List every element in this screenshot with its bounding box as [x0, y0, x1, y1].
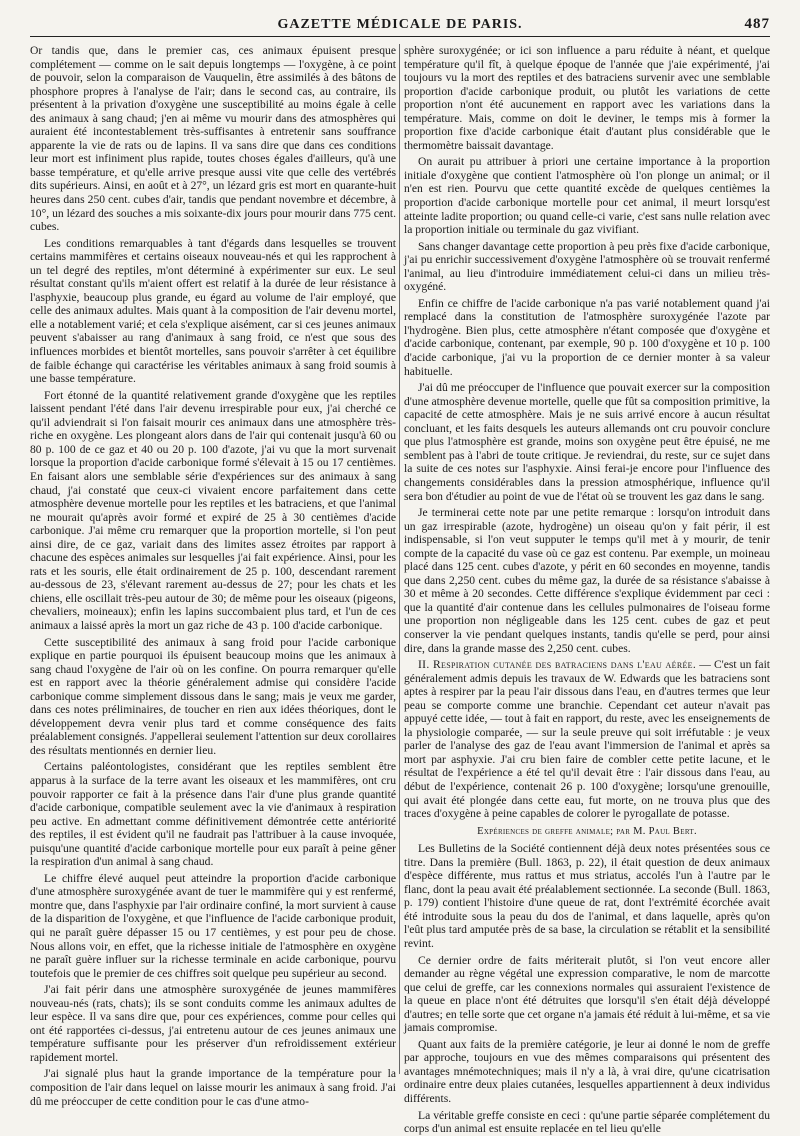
section-heading: II. Respiration cutanée des batraciens dans l'eau aérée. [418, 658, 697, 672]
paragraph: Ce dernier ordre de faits mériterait plutôt, si l'on veut encore aller demander au règne végétal une expression comparative, le nom de marcotte que celui de greffe, car les connexions normales qui assuraient l'existence de la queue en place n'ont été détruites que lorsqu'il s'en était déjà développé d'autres; en telle sorte que cet organe n'a jamais été réduit à lui-même, et sa vie jamais compromise. [404, 953, 770, 1035]
page-number: 487 [744, 16, 770, 32]
paragraph: Or tandis que, dans le premier cas, ces animaux épuisent presque complétement — comme on le sait depuis longtemps — l'oxygène, à ce point de pouvoir, selon la comparaison de Vauquelin, être assimilés à des bâtons de phosphore propres à l'analyse de l'air; dans le second cas, au contraire, ils présentent à la privation d'oxygène une susceptibilité au moins égale à celle des animaux à sang chaud; j'en ai même vu mourir dans des atmosphères qui auraient été incontestablement très-suffisantes à entretenir sans souffrance apparente la vie de rats ou de lapins. Il va sans dire que dans ces conditions leur mort est infiniment plus rapide, toutes choses égales d'ailleurs, qu'à une basse température, et qu'elle arrive presque aussi vite que celle des vertébrés dits supérieurs. Ainsi, en août et à 27°, un lézard gris est mort en quarante-huit heures dans 250 cent. cubes d'air, tandis que pendant novembre et décembre, à 10°, un lézard des souches a mis soixante-dix jours pour mourir dans 775 cent. cubes. [30, 44, 396, 234]
right-column [404, 44, 771, 1136]
section-text: — C'est un fait généralement admis depuis les travaux de W. Edwards que les batraciens sont aptes à respirer par la peau l'air dissous dans l'eau, en d'autres termes que leur peau se comporte comme une branchie. Cependant cet auteur n'avait pas appuyé cette idée, — tout à fait en rapport, du reste, avec les enseignements de la physiologie comparée, — sur la seule preuve qui soit irréfutable : je veux parler de l'analyse des gaz de l'eau avant l'immersion de l'animal et après sa mort par asphyxie. J'ai cru bien faire de combler cette petite lacune, et le résultat de l'expérience a été tel qu'il devait être : l'air dissous dans l'eau, au début de l'expérience, contenait 26 p. 100 d'oxygène; lorsqu'une grenouille, qui avait été plongée dans cette eau, fut morte, on ne trouva plus que des traces d'oxygène à peine capables de colorer le pyrogallate de potasse. [404, 658, 771, 821]
paragraph: J'ai fait périr dans une atmosphère suroxygénée de jeunes mammifères nouveau-nés (rats, chats); ils se sont conduits comme les animaux adultes de leur espèce. Il va sans dire que, pour ces expériences, comme pour celles qui ont été rapportées ci-dessus, j'ai entretenu autour de ces jeunes animaux une température suffisante pour les préserver d'un refroidissement extérieur rapidement mortel. [30, 983, 396, 1064]
paragraph: La véritable greffe consiste en ceci : qu'une partie séparée complétement du corps d'un animal est ensuite replacée en tel lieu qu'elle [404, 1108, 770, 1136]
column-divider [399, 44, 400, 1074]
paragraph: Je terminerai cette note par une petite remarque : lorsqu'on introduit dans un gaz irrespirable (azote, hydrogène) un oiseau qu'on y fait périr, il est indispensable, si l'on veut supputer le temps qu'il met à y mourir, de tenir compte de la capacité du vase où ce gaz est contenu. Par exemple, un moineau placé dans 125 cent. cubes d'azote, y périt en 60 secondes en moyenne, tandis que dans 2,250 cent. cubes du même gaz, la durée de sa résistance s'abaisse à 30 et même à 20 secondes. Cette différence s'explique évidemment par ceci : que la quantité d'air contenue dans les cellules pulmonaires de l'oiseau forme une proportion non négligeable dans les 125 cent. cubes de gaz et peut conserver la vie pendant quelques instants, tandis qu'elle se perd, pour ainsi dire, dans la grande masse des 2,250 cent. cubes. [404, 506, 770, 655]
paragraph: Quant aux faits de la première catégorie, je leur ai donné le nom de greffe par approche, toujours en vue des mêmes comparaisons qui présentent des avantages mnémotechniques; mais il n'y a là, à vrai dire, qu'une cicatrisation ordinaire entre deux plaies cutanées, lesquelles appartiennent à deux individus différents. [404, 1037, 770, 1106]
paragraph: Les conditions remarquables à tant d'égards dans lesquelles se trouvent certains mammifères et certains oiseaux nouveau-nés et qui les rapprochent à un tel degré des reptiles, m'ont déterminé à expérimenter sur eux. Le seul résultat constant qu'ils m'aient offert est relatif à la durée de leur résistance à l'asphyxie, beaucoup plus grande, eu égard au volume de l'air employé, que celle des animaux adultes. Mais quant à la composition de l'air devenu mortel, elle a notablement varié; et cela s'explique aisément, car si ces jeunes animaux peuvent s'abaisser au rang d'animaux à sang froid, ce n'est que sous des influences morbides et bientôt mortelles, sans pouvoir s'arrêter à cet équilibre de faible échange qui caractérise les véritables animaux à sang froid soumis à une basse température. [30, 236, 396, 386]
paragraph: Enfin ce chiffre de l'acide carbonique n'a pas varié notablement quand j'ai remplacé dans la constitution de l'atmosphère suroxygénée l'azote par l'hydrogène. Bien plus, cette atmosphère n'étant composée que d'oxygène et d'acide carbonique, contenant, par exemple, 90 p. 100 d'oxygène et 10 p. 100 d'acide carbonique, j'ai vu la proportion de ce dernier monter à sa valeur habituelle. [404, 296, 770, 378]
paragraph: On aurait pu attribuer à priori une certaine importance à la proportion initiale d'oxygène que contient l'atmosphère où l'on plonge un animal; or il n'en est rien. Pourvu que cette quantité excède de quelques centièmes la proportion d'acide carbonique mortelle pour cet animal, il meurt lorsqu'est atteinte ladite proportion; ou quand celle-ci varie, c'est sans nulle relation avec la proportion initiale ou terminale du gaz vivifiant. [404, 155, 770, 237]
section-paragraph [404, 658, 770, 821]
paragraph: Le chiffre élevé auquel peut atteindre la proportion d'acide carbonique d'une atmosphère suroxygénée avant de tuer le mammifère qui y est renfermé, montre que, dans l'asphyxie par l'air ordinaire confiné, la mort survient à cause de la disparition de l'oxygène, et que l'influence de l'acide carbonique produit, qui ne paraît guère dépasser 15 ou 17 centièmes, y est pour peu de chose. Nous allons voir, en effet, que la richesse initiale de l'atmosphère en oxygène ne paraît guère influer sur la richesse terminale en acide carbonique, pourvu toutefois que le premier de ces chiffres soit quelque peu supérieur au second. [30, 871, 396, 980]
paragraph: Fort étonné de la quantité relativement grande d'oxygène que les reptiles laissent pendant l'été dans l'air devenu irrespirable pour eux, j'ai cherché ce qu'il adviendrait si l'on faisait mourir ces animaux dans une atmosphère très-riche en oxygène. Les plongeant alors dans de l'air qui contenait jusqu'à 60 ou 80 p. 100 de ce gaz et 40 ou 20 p. 100 d'azote, j'ai vu que la mort survenait lorsque la proportion d'acide carbonique formé s'élevait à 15 ou 17 centièmes. En faisant alors une semblable série d'expériences sur des animaux à sang chaud, j'ai constaté que ceux-ci vivaient encore parfaitement dans cette atmosphère devenue mortelle pour les reptiles et les batraciens, et que l'animal ne mourait qu'après avoir formé et expiré de 25 à 30 centièmes d'acide carbonique. J'ai même cru remarquer que la proportion mortelle, si l'on peut ainsi dire, de ce gaz, variait dans des limites assez étroites par rapport à chacune des espèces animales sur lesquelles j'ai fait expérience. Ainsi, pour les rats et les souris, elle était ordinairement de 25 p. 100, descendant rarement au-dessous de 23, s'élevant rarement au-dessus de 27; pour les chats et les chiens, elle oscillait très-peu autour de 30; de même pour les oiseaux (pigeons, chevaliers, moineaux); enfin les lapins succombaient plus tard, et l'un de ces animaux a laissé après la mort un gaz riche de 43 p. 100 d'acide carbonique. [30, 388, 396, 632]
paragraph: Cette susceptibilité des animaux à sang froid pour l'acide carbonique explique en partie pourquoi ils épuisent beaucoup moins que les animaux à sang chaud l'oxygène de l'air où on les confine. On pourra remarquer qu'elle est en rapport avec la théorie généralement admise qui considère l'acide carbonique comme simplement dissous dans le sang; mais je veux me garder, dans ces notes préliminaires, de toucher en rien aux idées théoriques, dont le développement devra venir plus tard et comme conséquence des faits préalablement consignés. J'appellerai seulement l'attention sur deux corollaires des résultats mentionnés en dernier lieu. [30, 635, 396, 757]
article-heading: Expériences de greffe animale; par M. Paul Bert. [477, 825, 697, 837]
running-header [30, 14, 770, 37]
paragraph: J'ai dû me préoccuper de l'influence que pouvait exercer sur la composition d'une atmosphère devenue mortelle, quelle que fût sa composition primitive, la capacité de cette atmosphère. Mais je ne suis arrivé encore à aucun résultat concluant, et les faits desquels les auteurs allemands ont cru pouvoir conclure que plus l'atmosphère est grande, moins son oxygène peut être épuisé, ne me semblent pas à l'abri de toute critique. Je reviendrai, du reste, sur ce sujet dans la suite de ces notes sur l'asphyxie. Ainsi ferai-je encore pour l'influence des changements considérables dans la pression atmosphérique, influence qu'il sera bon d'étudier au point de vue de l'état où se trouvent les gaz dans le sang. [404, 381, 770, 503]
paragraph: sphère suroxygénée; or ici son influence a paru réduite à néant, et quelque température qu'il fît, à quelque époque de l'année que j'aie expérimenté, j'ai toujours vu la mort des reptiles et des batraciens survenir avec une semblable proportion d'acide carbonique produit, ou plutôt les variations de cette proportion n'ont été aucunement en rapport avec les variations dans la température. Mais, comme on doit le deviner, le temps mis à former la proportion fixe d'acide carbonique était d'autant plus considérable que le thermomètre baissait davantage. [404, 44, 770, 152]
journal-title: GAZETTE MÉDICALE DE PARIS. [277, 17, 523, 32]
left-column [30, 44, 396, 1108]
paragraph: Les Bulletins de la Société contiennent déjà deux notes présentées sous ce titre. Dans la première (Bull. 1863, p. 22), il était question de deux animaux d'espèce différente, mus rattus et mus striatus, accolés l'un à l'autre par le flanc, dont la peau avait été préalablement sectionnée. La seconde (Bull. 1863, p. 179) contient l'histoire d'une queue de rat, dont l'extrémité écorchée avait été introduite sous la peau du dos de l'animal, et dans laquelle, après qu'on l'eût plus tard amputée près de sa base, la circulation se rétablit et la sensibilité revint. [404, 842, 770, 950]
paragraph: Certains paléontologistes, considérant que les reptiles semblent être apparus à la surface de la terre avant les oiseaux et les mammifères, ont cru pouvoir rapporter ce fait à la présence dans l'air d'une plus grande quantité d'acide carbonique, compatible seulement avec la vie d'animaux à respiration peu active. En admettant comme définitivement démontrée cette antériorité des reptiles, il est évident qu'il ne faudrait pas l'attribuer à la cause invoquée, puisqu'une quantité d'acide carbonique mortelle pour eux paraît à peine gêner la respiration d'un animal à sang chaud. [30, 760, 396, 869]
paragraph: Sans changer davantage cette proportion à peu près fixe d'acide carbonique, j'ai pu enrichir successivement d'oxygène l'atmosphère où se trouvait renfermé l'animal, au lieu d'introduire immédiatement celui-ci dans un milieu très-oxygéné. [404, 239, 770, 294]
paragraph: J'ai signalé plus haut la grande importance de la température pour la composition de l'air dans lequel on laisse mourir les animaux à sang froid. J'ai dû me préoccuper de cette condition pour le cas d'une atmo- [30, 1067, 396, 1108]
